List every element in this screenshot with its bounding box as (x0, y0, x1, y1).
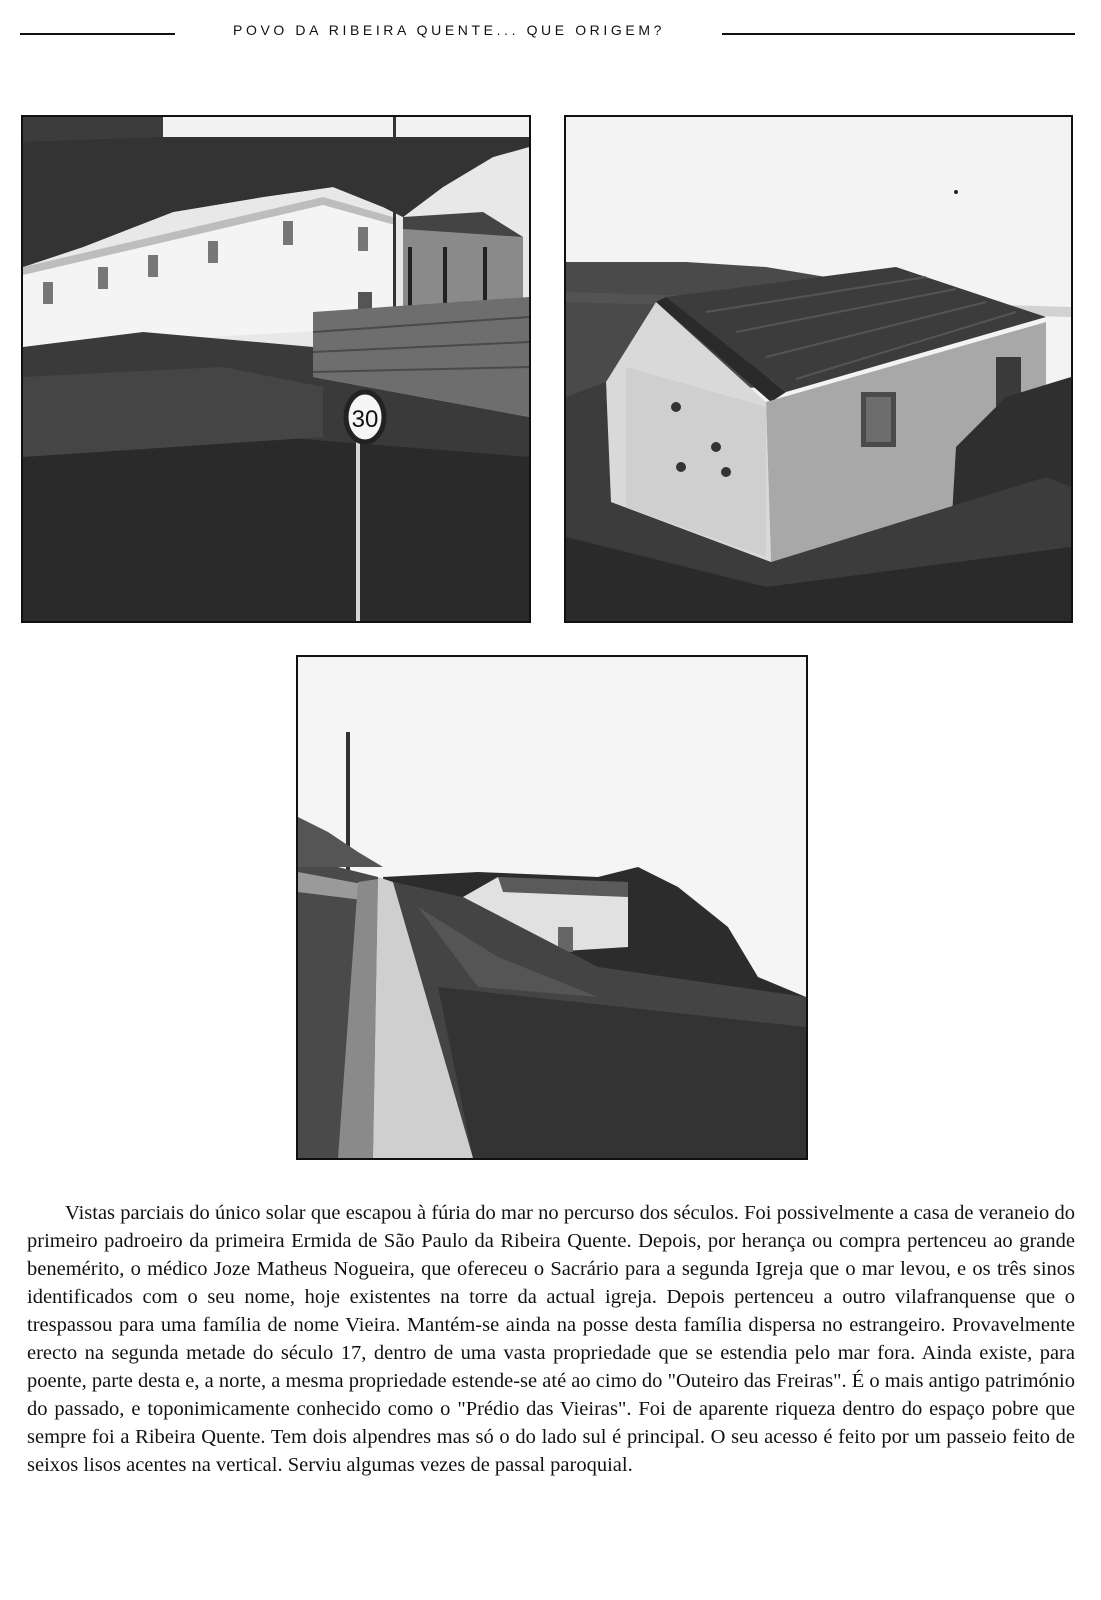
header-title: POVO DA RIBEIRA QUENTE... QUE ORIGEM? (233, 22, 665, 38)
photo-caption: Vistas parciais do único solar que escapou à fúria do mar no percurso dos séculos. Foi possivelmente a casa de veraneio do primeiro padroeiro da primeira Ermida de São Paulo da Ribeira Quente. Depois, por herança ou compra pertenceu ao grande benemérito, o médico Joze Matheus Nogueira, que ofereceu o Sacrário para a segunda Igreja que o mar levou, e os três sinos identificados com o seu nome, hoje existentes na torre da actual igreja. Depois pertenceu a outro vilafranquense que o trespassou para uma família de nome Vieira. Mantém-se ainda na posse desta família dispersa no estrangeiro. Provavelmente erecto na segunda metade do século 17, dentro de uma vasta propriedade que se estendia pelo mar fora. Ainda existe, para poente, parte desta e, a norte, a mesma propriedade estende-se até ao cimo do "Outeiro das Freiras". É o mais antigo património do passado, e toponimicamente conhecido como o "Prédio das Vieiras". Foi de aparente riqueza dentro do espaço pobre que sempre foi a Ribeira Quente. Tem dois alpendres mas só o do lado sul é principal. O seu acesso é feito por um passeio feito de seixos lisos acentes na vertical. Serviu algumas vezes de passal paroquial. (27, 1201, 1075, 1476)
header-rule-left (20, 33, 175, 35)
photo-road-wall-view (296, 655, 808, 1160)
header-rule-right (722, 33, 1075, 35)
photo-manor-house-roadside (21, 115, 531, 623)
photo-road-wall-view-image (298, 657, 806, 1158)
speed-sign-text: 30 (351, 406, 379, 433)
page-header (20, 22, 1075, 42)
photo-old-cottage-image (566, 117, 1071, 621)
photo-manor-house-roadside-image (23, 117, 529, 621)
photo-old-cottage (564, 115, 1073, 623)
